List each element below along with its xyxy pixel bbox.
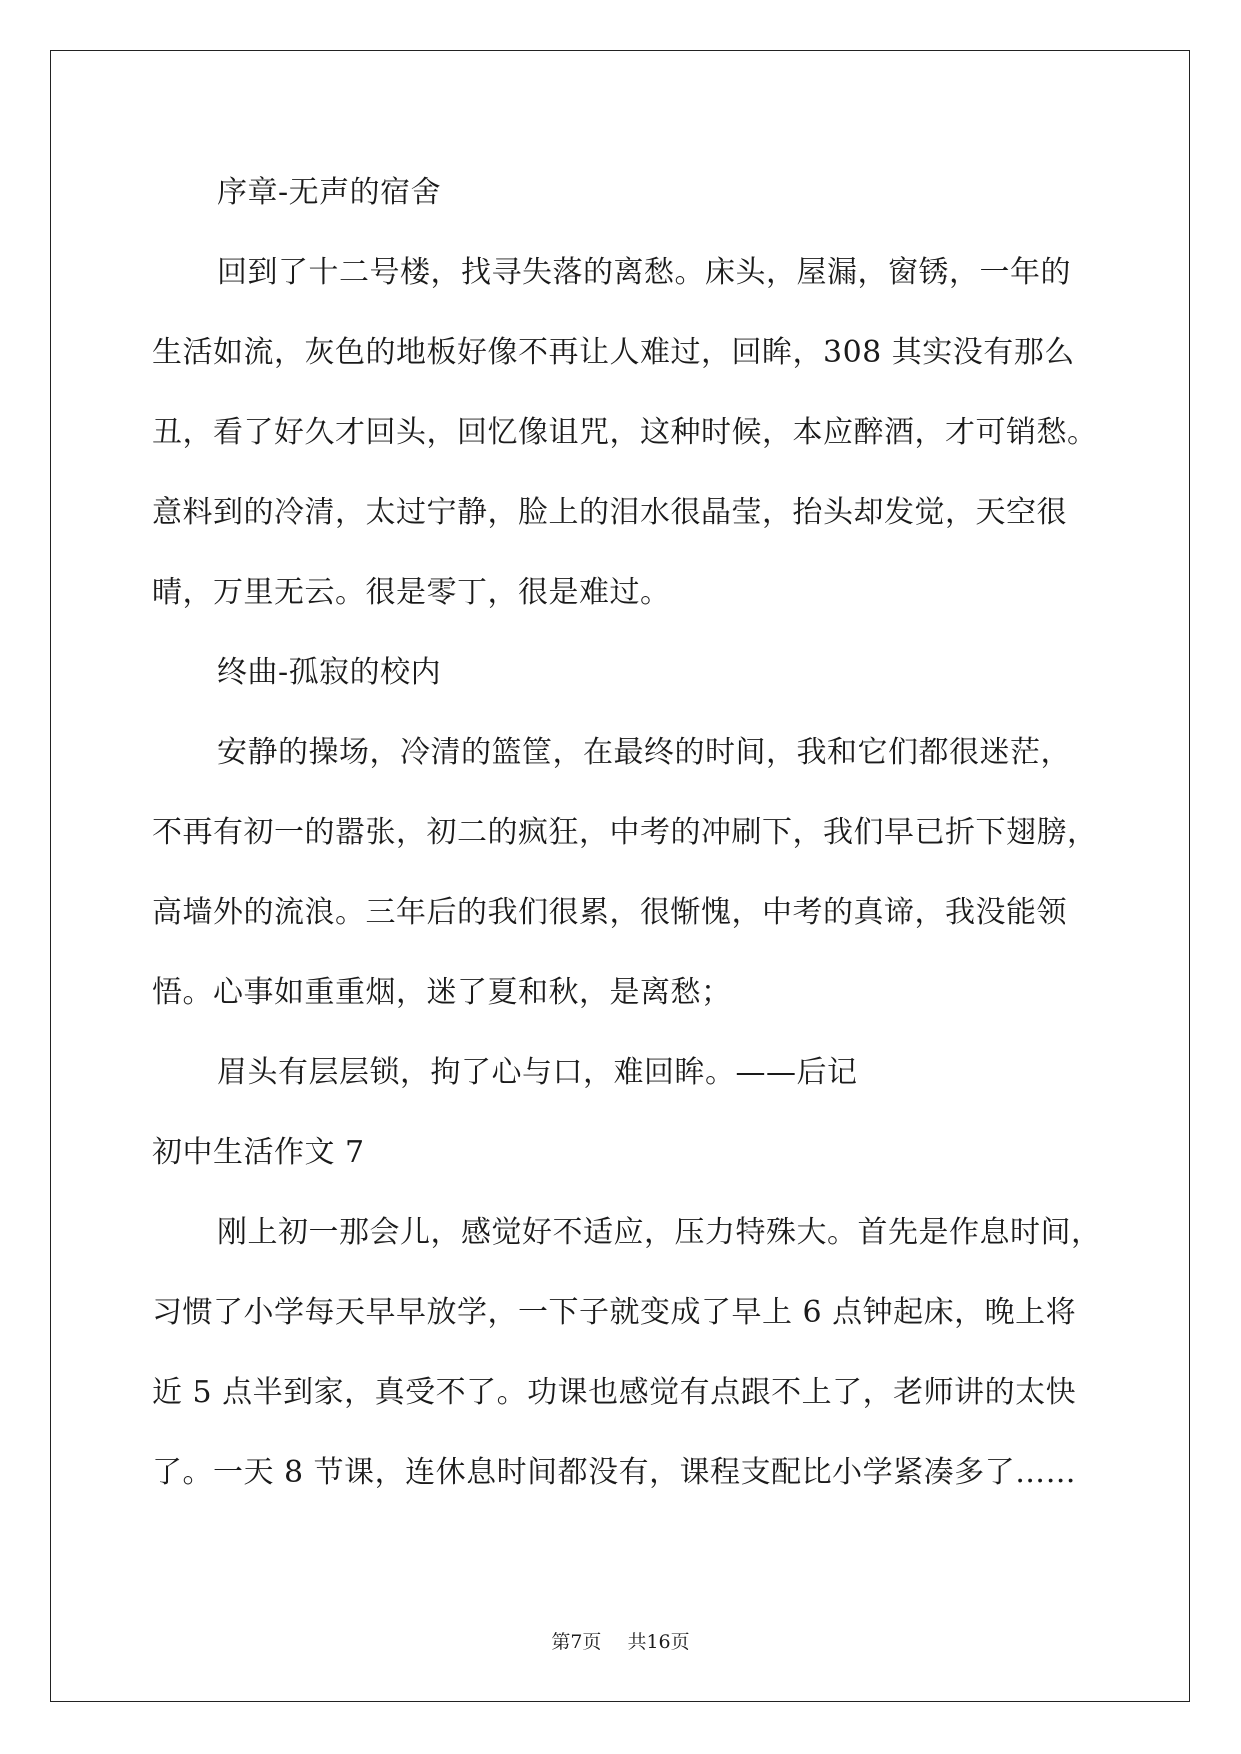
paragraph-line: 丑，看了好久才回头，回忆像诅咒，这种时候，本应醉酒，才可销愁。 [152,415,1098,450]
page-number: 第7页 [551,1631,602,1653]
paragraph-line: 不再有初一的嚣张，初二的疯狂，中考的冲刷下，我们早已折下翅膀， [152,815,1098,850]
paragraph-line: 回到了十二号楼，找寻失落的离愁。床头，屋漏，窗锈，一年的 [217,255,1071,290]
essay-title: 初中生活作文 7 [152,1135,365,1170]
paragraph-line: 生活如流，灰色的地板好像不再让人难过，回眸，308 其实没有那么 [152,335,1075,370]
paragraph-line: 刚上初一那会儿，感觉好不适应，压力特殊大。首先是作息时间， [217,1215,1102,1250]
page-footer [0,1630,1241,1654]
paragraph-line: 安静的操场，冷清的篮筐，在最终的时间，我和它们都很迷茫， [217,735,1071,770]
paragraph-line: 高墙外的流浪。三年后的我们很累，很惭愧，中考的真谛，我没能领 [152,895,1067,930]
paragraph-line: 了。一天 8 节课，连休息时间都没有，课程支配比小学紧凑多了…… [152,1455,1077,1490]
section-heading-prologue: 序章-无声的宿舍 [217,175,442,210]
page-total: 共16页 [627,1631,690,1653]
paragraph-line: 意料到的冷清，太过宁静，脸上的泪水很晶莹，抬头却发觉，天空很 [152,495,1067,530]
paragraph-line: 晴，万里无云。很是零丁，很是难过。 [152,575,671,610]
paragraph-line: 习惯了小学每天早早放学，一下子就变成了早上 6 点钟起床，晚上将 [152,1295,1077,1330]
paragraph-line: 眉头有层层锁，拘了心与口，难回眸。——后记 [217,1055,858,1090]
paragraph-line: 近 5 点半到家，真受不了。功课也感觉有点跟不上了，老师讲的太快 [152,1375,1077,1410]
paragraph-line: 悟。心事如重重烟，迷了夏和秋，是离愁； [152,975,732,1010]
section-heading-finale: 终曲-孤寂的校内 [217,655,442,690]
